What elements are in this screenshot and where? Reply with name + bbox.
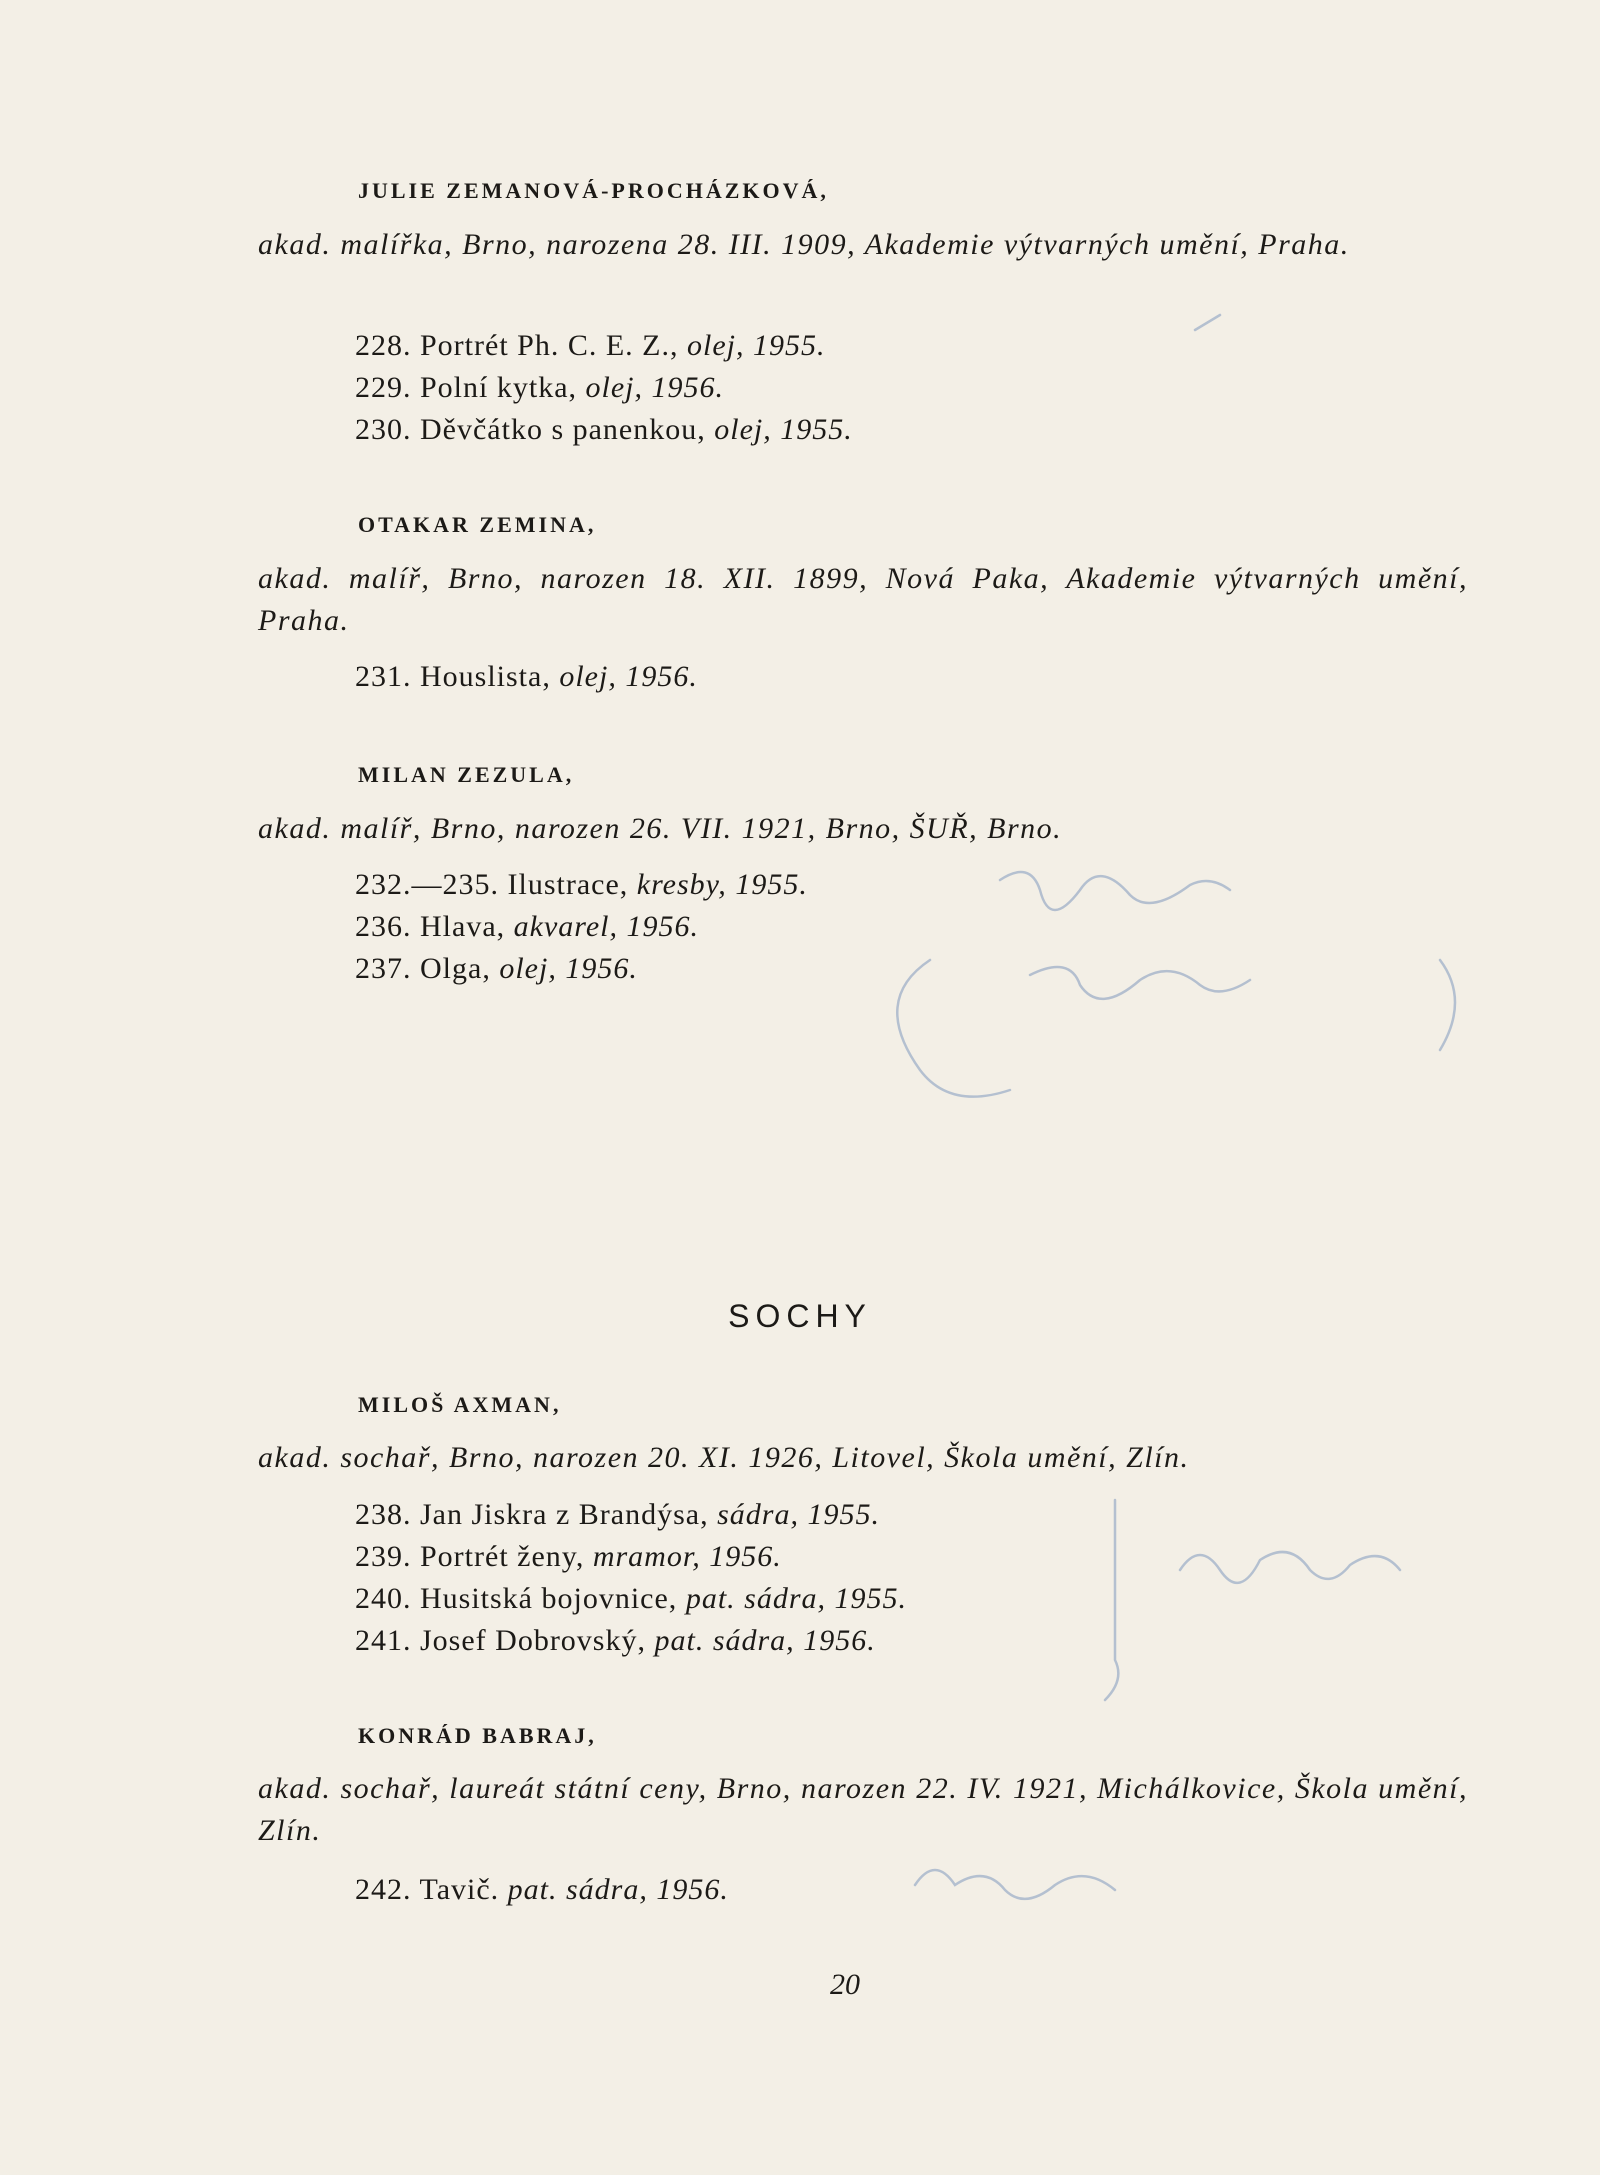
- works-list: [355, 864, 808, 990]
- work-item: [355, 1536, 907, 1578]
- artist-bio: akad. sochař, laureát státní ceny, Brno, narozen 22. IV. 1921, Michálkovice, Škola umění, Zlín.: [258, 1772, 1468, 1847]
- work-title: Ilustrace,: [507, 868, 629, 901]
- works-list: [355, 656, 698, 698]
- work-title: Josef Dobrovský,: [420, 1624, 646, 1657]
- work-title: Houslista,: [420, 660, 551, 693]
- work-medium: pat. sádra,: [507, 1873, 648, 1906]
- artist-name: MILOŠ AXMAN,: [358, 1392, 562, 1417]
- work-title: Hlava,: [420, 910, 506, 943]
- pencil-mark: [1195, 315, 1220, 330]
- work-item: [355, 1578, 907, 1620]
- artist-name: MILAN ZEZULA,: [358, 762, 575, 787]
- work-title: Portrét Ph. C. E. Z.,: [420, 329, 679, 362]
- work-year: 1956.: [626, 910, 699, 943]
- pencil-bracket-right: [1440, 960, 1455, 1050]
- section-title: SOCHY: [728, 1298, 872, 1334]
- artist-name: JULIE ZEMANOVÁ-PROCHÁZKOVÁ,: [358, 178, 829, 203]
- pencil-scribble: [1030, 967, 1250, 999]
- work-number: 231.: [355, 660, 412, 693]
- work-medium: kresby,: [636, 868, 727, 901]
- work-number: 229.: [355, 371, 412, 404]
- work-title: Jan Jiskra z Brandýsa,: [420, 1498, 709, 1531]
- work-number: 237.: [355, 952, 412, 985]
- work-year: 1955.: [780, 413, 853, 446]
- artist-bio: akad. malířka, Brno, narozena 28. III. 1909, Akademie výtvarných umění, Praha.: [258, 228, 1350, 261]
- work-medium: olej,: [714, 413, 772, 446]
- work-medium: sádra,: [717, 1498, 799, 1531]
- pencil-scribble: [1180, 1552, 1400, 1583]
- work-number: 238.: [355, 1498, 412, 1531]
- work-number: 230.: [355, 413, 412, 446]
- works-list: [355, 325, 853, 451]
- work-medium: mramor,: [592, 1540, 701, 1573]
- work-year: 1956.: [651, 371, 725, 404]
- work-number: 240.: [355, 1582, 412, 1615]
- work-medium: olej,: [499, 952, 557, 985]
- work-year: 1955.: [735, 868, 808, 901]
- artist-bio: akad. malíř, Brno, narozen 18. XII. 1899, Nová Paka, Akademie výtvarných umění, Praha.: [258, 562, 1468, 637]
- work-item: [355, 656, 698, 698]
- work-item: [355, 864, 808, 906]
- work-medium: olej,: [585, 371, 644, 404]
- work-number: 228.: [355, 329, 412, 362]
- work-title: Tavič.: [419, 1873, 500, 1906]
- pencil-scribble: [915, 1870, 1115, 1899]
- work-item: [355, 409, 853, 451]
- work-year: 1956.: [709, 1540, 782, 1573]
- work-year: 1956.: [656, 1873, 729, 1906]
- work-title: Děvčátko s panenkou,: [420, 413, 706, 446]
- work-item: [355, 1494, 907, 1536]
- work-medium: akvarel,: [513, 910, 618, 943]
- work-number: 236.: [355, 910, 412, 943]
- work-number: 239.: [355, 1540, 412, 1573]
- work-number: 232.—235.: [355, 868, 499, 901]
- work-year: 1956.: [565, 952, 638, 985]
- work-year: 1955.: [807, 1498, 880, 1531]
- work-year: 1956.: [803, 1624, 876, 1657]
- work-year: 1955.: [834, 1582, 907, 1615]
- page-number: 20: [830, 1968, 860, 2001]
- artist-name: OTAKAR ZEMINA,: [358, 512, 597, 537]
- works-list: [355, 1869, 729, 1911]
- work-item: [355, 948, 808, 990]
- work-medium: pat. sádra,: [685, 1582, 826, 1615]
- work-medium: pat. sádra,: [654, 1624, 795, 1657]
- pencil-scribble: [1000, 872, 1230, 910]
- work-title: Husitská bojovnice,: [420, 1582, 678, 1615]
- pencil-line: [1105, 1500, 1118, 1700]
- artist-bio: akad. malíř, Brno, narozen 26. VII. 1921, Brno, ŠUŘ, Brno.: [258, 812, 1063, 845]
- works-list: [355, 1494, 907, 1662]
- work-medium: olej,: [559, 660, 617, 693]
- work-title: Olga,: [420, 952, 491, 985]
- work-item: [355, 367, 853, 409]
- work-item: [355, 906, 808, 948]
- work-title: Polní kytka,: [420, 371, 578, 404]
- artist-name: KONRÁD BABRAJ,: [358, 1723, 597, 1748]
- work-year: 1956.: [625, 660, 698, 693]
- work-item: [355, 1620, 907, 1662]
- artist-bio: akad. sochař, Brno, narozen 20. XI. 1926, Litovel, Škola umění, Zlín.: [258, 1441, 1190, 1474]
- work-year: 1955.: [753, 329, 826, 362]
- work-number: 242.: [355, 1873, 412, 1906]
- work-title: Portrét ženy,: [420, 1540, 585, 1573]
- work-number: 241.: [355, 1624, 412, 1657]
- work-item: [355, 325, 853, 367]
- pencil-bracket-left: [897, 960, 1010, 1097]
- work-medium: olej,: [687, 329, 745, 362]
- work-item: [355, 1869, 729, 1911]
